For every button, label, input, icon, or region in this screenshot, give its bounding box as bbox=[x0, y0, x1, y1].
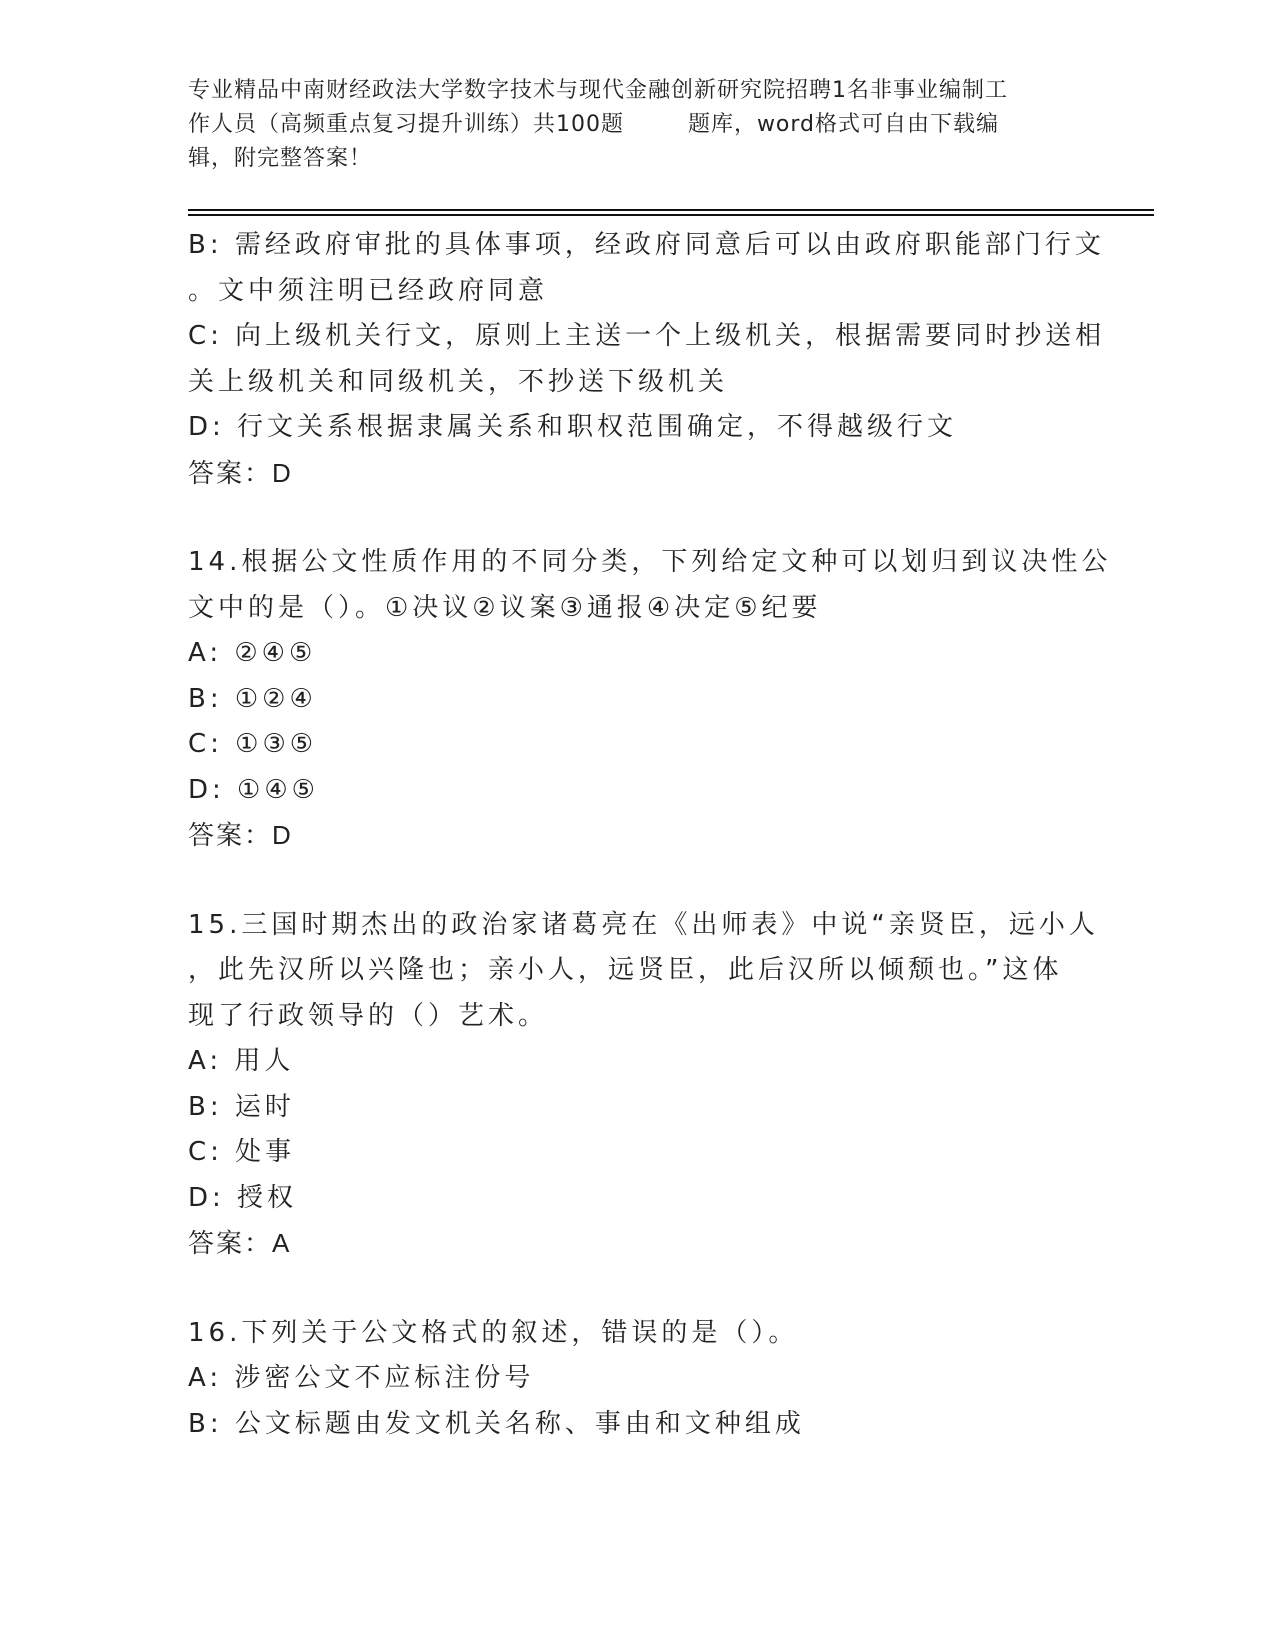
option-c: C: 处事 bbox=[188, 1137, 296, 1167]
option-d: D: 授权 bbox=[188, 1182, 298, 1213]
header-line: 作人员（高频重点复习提升训练）共100题 题库，word格式可自由下载编 bbox=[188, 112, 1000, 137]
page-header bbox=[188, 74, 1088, 176]
option-b-text: 。文中须注明已经政府同意 bbox=[188, 275, 549, 306]
option-b: B: 运时 bbox=[188, 1091, 295, 1122]
answer-label: 答案：A bbox=[188, 1228, 292, 1258]
option-c-text: 关上级机关和同级机关，不抄送下级机关 bbox=[188, 366, 729, 397]
header-divider bbox=[188, 209, 1154, 216]
answer-label: 答案：D bbox=[188, 457, 293, 488]
option-b-text: B: 需经政府审批的具体事项，经政府同意后可以由政府职能部门行文 bbox=[188, 230, 1105, 260]
spacer bbox=[188, 859, 1088, 903]
question-15 bbox=[188, 903, 1099, 1267]
question-stem: ，此先汉所以兴隆也；亲小人，远贤臣，此后汉所以倾颓也。”这体 bbox=[188, 955, 1063, 985]
option-a: A: 涉密公文不应标注份号 bbox=[188, 1363, 535, 1393]
header-line: 专业精品中南财经政法大学数字技术与现代金融创新研究院招聘1名非事业编制工 bbox=[188, 78, 1008, 103]
option-a: A: ②④⑤ bbox=[188, 638, 317, 668]
option-d: D: ①④⑤ bbox=[188, 774, 319, 805]
spacer bbox=[188, 1267, 1088, 1311]
question-stem: 文中的是（）。①决议②议案③通报④决定⑤纪要 bbox=[188, 592, 822, 623]
option-b: B: ①②④ bbox=[188, 683, 317, 714]
question-stem: 16.下列关于公文格式的叙述，错误的是（）。 bbox=[188, 1317, 799, 1348]
header-line: 辑，附完整答案！ bbox=[188, 146, 373, 171]
spacer bbox=[188, 496, 1088, 540]
question-stem: 15.三国时期杰出的政治家诸葛亮在《出师表》中说“亲贤臣，远小人 bbox=[188, 909, 1099, 940]
option-c: C: ①③⑤ bbox=[188, 729, 318, 759]
question-14 bbox=[188, 540, 1112, 859]
answer-label: 答案：D bbox=[188, 820, 293, 850]
question-stem: 14.根据公文性质作用的不同分类，下列给定文种可以划归到议决性公 bbox=[188, 547, 1112, 577]
question-stem: 现了行政领导的（）艺术。 bbox=[188, 1000, 549, 1031]
option-c-text: C: 向上级机关行文，原则上主送一个上级机关，根据需要同时抄送相 bbox=[188, 321, 1106, 351]
question-list bbox=[188, 223, 1112, 1447]
option-b: B: 公文标题由发文机关名称、事由和文种组成 bbox=[188, 1408, 805, 1439]
option-a: A: 用人 bbox=[188, 1046, 295, 1076]
question-13-tail bbox=[188, 223, 1106, 496]
option-d-text: D: 行文关系根据隶属关系和职权范围确定，不得越级行文 bbox=[188, 412, 958, 442]
question-16 bbox=[188, 1311, 1088, 1448]
